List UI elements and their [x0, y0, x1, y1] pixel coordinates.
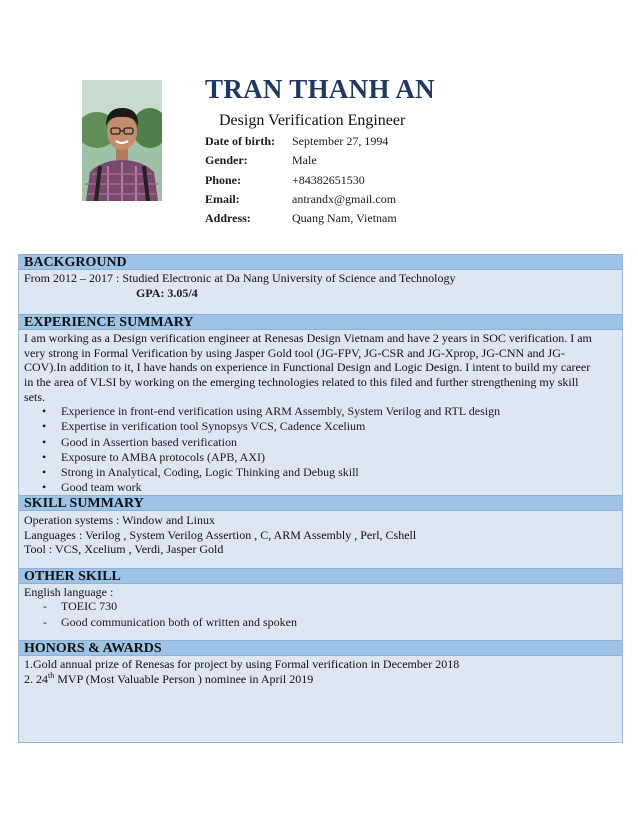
info-label: Phone: [205, 172, 241, 187]
experience-line: in the area of VLSI by working on the emerging technologies related to this filed and further strengthening my skill [24, 375, 579, 390]
honor-prefix: 2. 24 [24, 671, 48, 686]
honor-line: 1.Gold annual prize of Renesas for project by using Formal verification in December 2018 [24, 657, 460, 671]
skills-block [24, 513, 618, 557]
info-value: Male [292, 153, 317, 168]
info-row-phone [205, 171, 397, 190]
info-value: antrandx@gmail.com [292, 192, 397, 207]
list-item: • Good team work [24, 480, 618, 495]
info-value: +84382651530 [292, 172, 365, 187]
gpa-text: GPA: 3.05/4 [136, 286, 198, 300]
info-label: Gender: [205, 153, 248, 168]
profile-photo [82, 80, 162, 201]
info-value: Quang Nam, Vietnam [292, 211, 397, 226]
honor-line [24, 672, 618, 687]
english-label: English language : [24, 585, 114, 599]
background-line: From 2012 – 2017 : Studied Electronic at Da Nang University of Science and Technology [24, 271, 456, 285]
ordinal-suffix: th [48, 670, 55, 680]
section-header-background: BACKGROUND [19, 254, 622, 270]
list-item: - Good communication both of written and spoken [24, 615, 618, 631]
list-item: - TOEIC 730 [24, 599, 618, 615]
list-item: • Strong in Analytical, Coding, Logic Thinking and Debug skill [24, 465, 618, 480]
info-row-address [205, 209, 397, 228]
experience-line: sets. [24, 389, 45, 404]
list-item: • Good in Assertion based verification [24, 435, 618, 450]
info-label: Address: [205, 211, 251, 226]
personal-info [205, 132, 397, 228]
skill-line: Languages : Verilog , System Verilog Assertion , C, ARM Assembly , Perl, Cshell [24, 527, 417, 542]
section-header-honors: HONORS & AWARDS [19, 640, 622, 656]
info-row-email [205, 190, 397, 209]
experience-bullets [24, 404, 618, 496]
section-header-experience: EXPERIENCE SUMMARY [19, 314, 622, 330]
info-row-dob [205, 132, 397, 151]
section-header-other-skill: OTHER SKILL [19, 568, 622, 584]
info-value: September 27, 1994 [292, 134, 389, 149]
honor-rest: MVP (Most Valuable Person ) nominee in April 2019 [54, 671, 314, 686]
experience-line: I am working as a Design verification engineer at Renesas Design Vietnam and have 2 years in SOC verification. I am [24, 331, 592, 345]
profile-photo-image [82, 80, 162, 201]
job-title: Design Verification Engineer [219, 112, 406, 129]
list-item: • Expertise in verification tool Synopsys VCS, Cadence Xcelium [24, 419, 618, 434]
other-skill-list [24, 599, 618, 630]
experience-line: very strong in Formal Verification by using Jasper Gold tool (JG-FPV, JG-CSR and JG-Xprop, JG-CNN and JG- [24, 345, 565, 360]
info-row-gender [205, 151, 397, 170]
experience-line: COV).In addition to it, I have hands on experience in Functional Design and Logic Design. I intent to build my career [24, 360, 591, 375]
info-label: Email: [205, 192, 240, 207]
list-item: • Exposure to AMBA protocols (APB, AXI) [24, 450, 618, 465]
honors-block [24, 657, 618, 686]
section-header-skills: SKILL SUMMARY [19, 495, 622, 511]
info-label: Date of birth: [205, 134, 275, 149]
list-item: • Experience in front-end verification using ARM Assembly, System Verilog and RTL design [24, 404, 618, 419]
candidate-name: TRAN THANH AN [205, 74, 435, 104]
skill-line: Operation systems : Window and Linux [24, 513, 215, 527]
experience-paragraph [24, 331, 618, 405]
skill-line: Tool : VCS, Xcelium , Verdi, Jasper Gold [24, 542, 224, 557]
